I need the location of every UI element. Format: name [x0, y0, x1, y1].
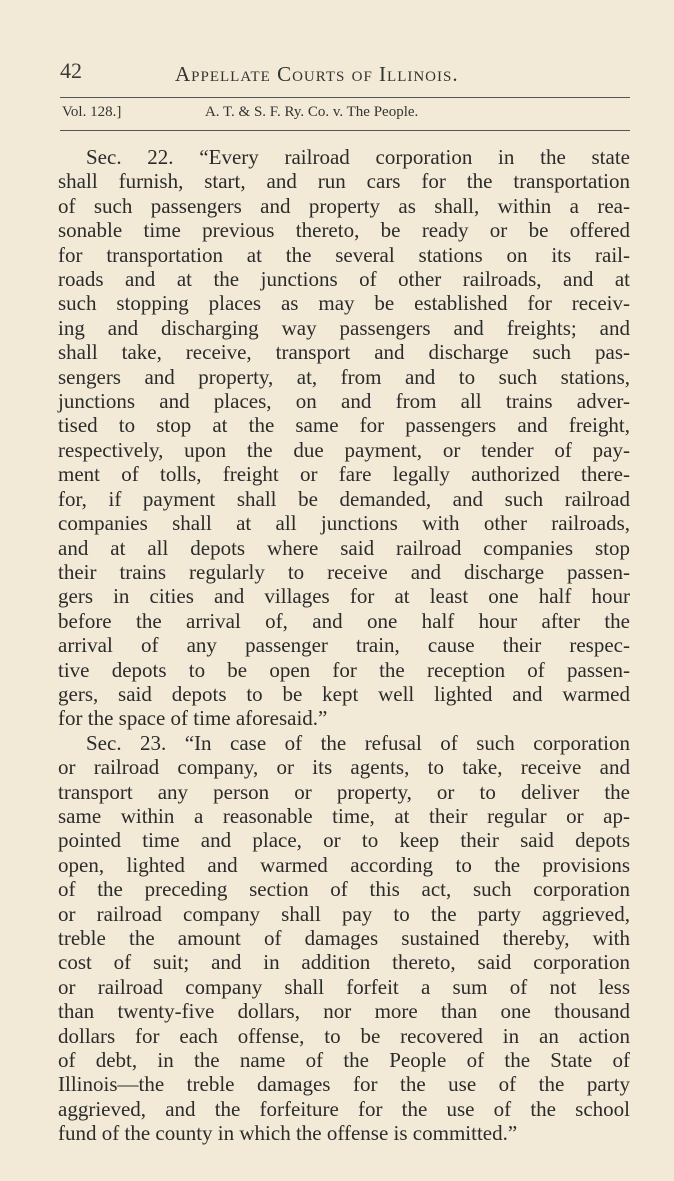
text-line: transport any person or property, or to deliver the	[58, 779, 630, 804]
text-line: or railroad company, or its agents, to take, receive and	[58, 755, 630, 780]
case-subheader	[62, 104, 622, 121]
text-line: Sec. 23. “In case of the refusal of such corporation	[86, 730, 630, 755]
text-line: or railroad company shall forfeit a sum of not less	[58, 974, 630, 999]
text-line: such stopping places as may be established for receiv-	[58, 291, 630, 316]
section-23-paragraph	[58, 731, 630, 1146]
header-rule-top	[60, 97, 630, 98]
statute-text	[58, 145, 630, 1146]
page-number: 42	[60, 58, 82, 83]
text-line: of such passengers and property as shall, within a rea-	[58, 193, 630, 218]
text-line: companies shall at all junctions with other railroads,	[58, 511, 630, 536]
text-line: for, if payment shall be demanded, and such railroad	[58, 486, 630, 511]
text-line: their trains regularly to receive and discharge passen-	[58, 559, 630, 584]
case-title: A. T. & S. F. Ry. Co. v. The People.	[204, 104, 419, 120]
section-22-paragraph	[58, 145, 630, 731]
text-line: aggrieved, and the forfeiture for the use of the school	[58, 1096, 630, 1121]
text-line: respectively, upon the due payment, or tender of pay-	[58, 437, 630, 462]
text-line: or railroad company shall pay to the party aggrieved,	[58, 901, 630, 926]
text-line: gers in cities and villages for at least one half hour	[58, 584, 630, 609]
text-line: junctions and places, on and from all trains adver-	[58, 389, 630, 414]
text-line: before the arrival of, and one half hour after the	[58, 608, 630, 633]
text-line: ing and discharging way passengers and freights; and	[58, 315, 630, 340]
text-line: open, lighted and warmed according to the provisions	[58, 852, 630, 877]
text-line: cost of suit; and in addition thereto, said corporation	[58, 950, 630, 975]
text-line: than twenty-five dollars, nor more than one thousand	[58, 999, 630, 1024]
text-line: Illinois—the treble damages for the use of the party	[58, 1072, 630, 1097]
text-line: treble the amount of damages sustained thereby, with	[58, 926, 630, 950]
text-line: gers, said depots to be kept well lighted and warmed	[58, 681, 630, 706]
text-line: sonable time previous thereto, be ready or be offered	[58, 218, 630, 243]
text-line: shall furnish, start, and run cars for the transportation	[58, 169, 630, 194]
text-line: of the preceding section of this act, such corporation	[58, 877, 630, 902]
text-line: Sec. 22. “Every railroad corporation in the state	[86, 145, 630, 169]
text-line: same within a reasonable time, at their regular or ap-	[58, 803, 630, 828]
text-line: arrival of any passenger train, cause their respec-	[58, 633, 630, 658]
text-line: fund of the county in which the offense is committed.”	[58, 1121, 518, 1146]
header-rule-bottom	[60, 130, 630, 131]
text-line: for transportation at the several stations on its rail-	[58, 242, 630, 267]
text-line: ment of tolls, freight or fare legally authorized there-	[58, 462, 630, 487]
volume-label: Vol. 128.]	[62, 104, 122, 120]
text-line: tive depots to be open for the reception of passen-	[58, 657, 630, 682]
text-line: shall take, receive, transport and discharge such pas-	[58, 340, 630, 365]
text-line: tised to stop at the same for passengers and freight,	[58, 413, 630, 438]
text-line: roads and at the junctions of other railroads, and at	[58, 267, 630, 292]
text-line: and at all depots where said railroad companies stop	[58, 535, 630, 560]
text-line: of debt, in the name of the People of the State of	[58, 1048, 630, 1073]
text-line: for the space of time aforesaid.”	[58, 706, 328, 731]
text-line: sengers and property, at, from and to such stations,	[58, 364, 630, 389]
running-title: Appellate Courts of Illinois.	[175, 62, 459, 86]
text-line: pointed time and place, or to keep their said depots	[58, 828, 630, 853]
text-line: dollars for each offense, to be recovered in an action	[58, 1023, 630, 1048]
